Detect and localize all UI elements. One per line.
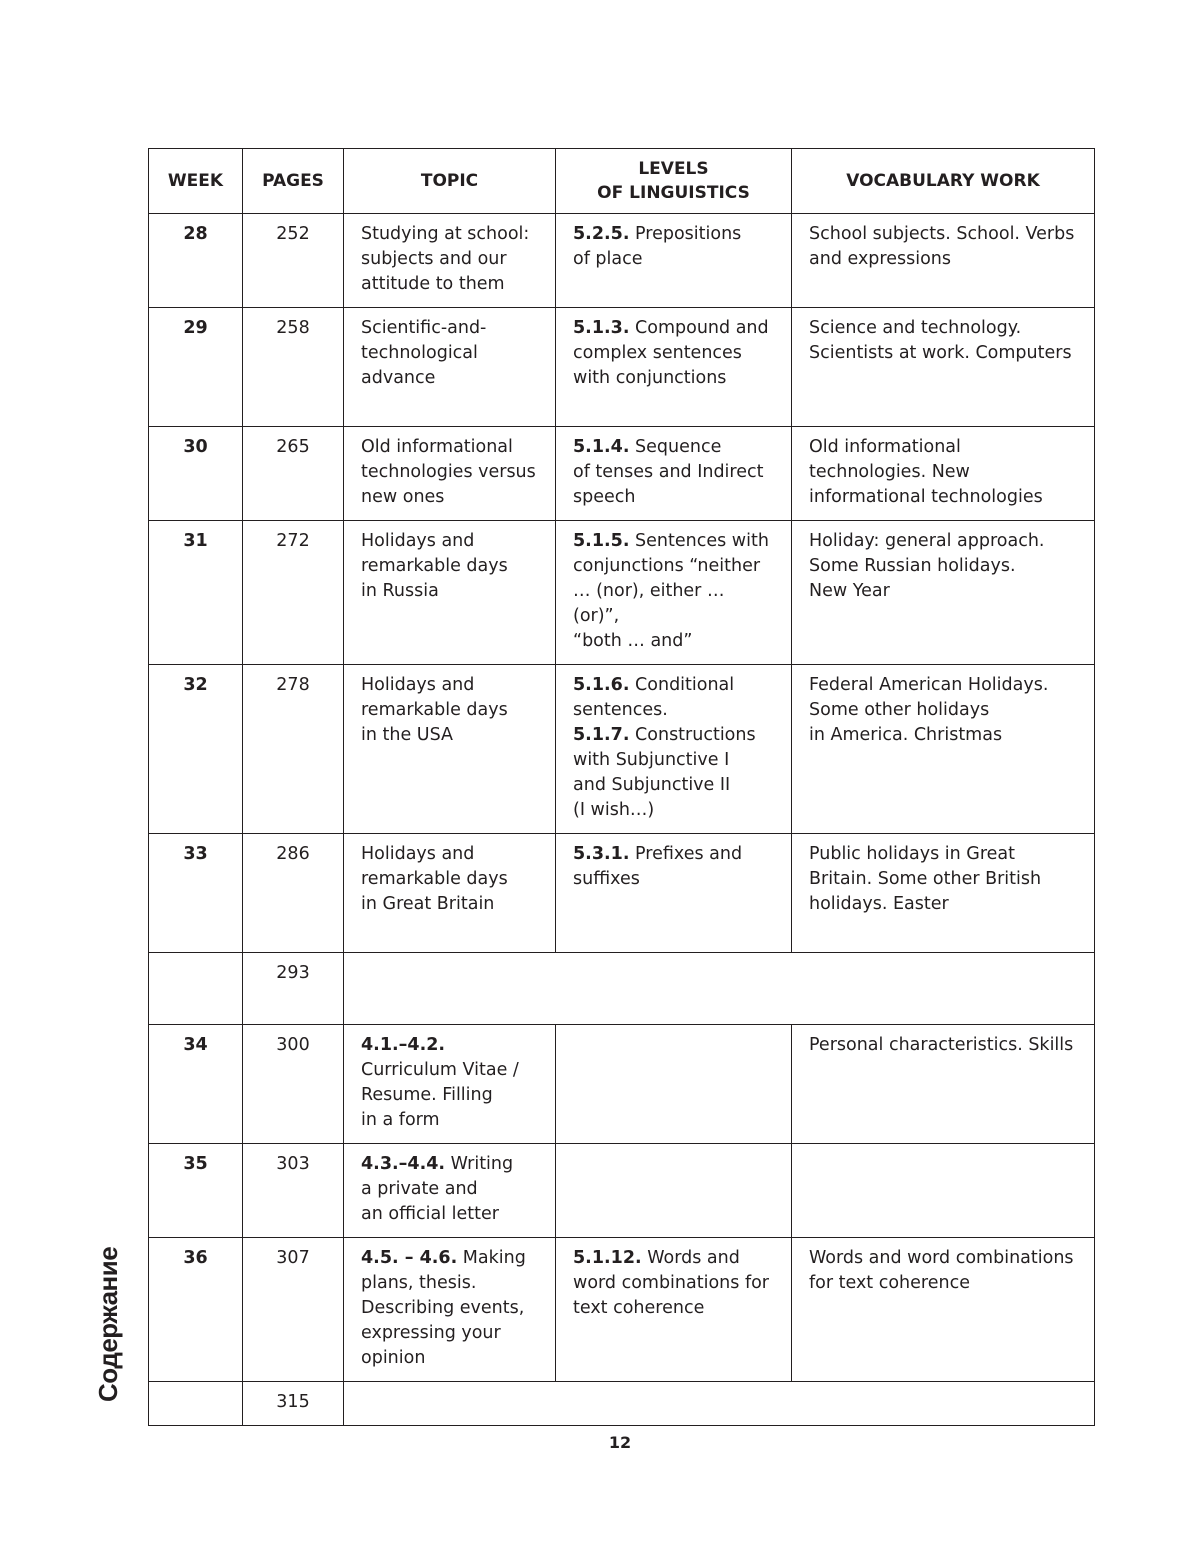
header-levels-line2: OF LINGUISTICS [597,183,750,203]
levels-line: Prefixes and [629,844,743,864]
topic-line: subjects and our [361,249,507,269]
levels-section-number: 5.1.6. [573,675,630,695]
header-topic: TOPIC [344,149,556,214]
levels-line: text coherence [573,1298,705,1318]
levels-line: suffixes [573,869,640,889]
levels-section-number: 5.1.12. [573,1248,642,1268]
pages-cell: 272 [243,521,344,665]
merged-empty-cell [344,1382,1095,1426]
topic-cell [344,427,556,521]
levels-line: and Subjunctive II [573,775,731,795]
vocabulary-line: Public holidays in Great [809,844,1015,864]
vocabulary-cell [792,308,1095,427]
week-cell [149,953,243,1025]
week-cell: 29 [149,308,243,427]
levels-line: (I wish…) [573,800,655,820]
vocabulary-line: Old informational [809,437,961,457]
pages-cell: 307 [243,1238,344,1382]
topic-cell [344,214,556,308]
side-section-label: Содержание [93,1246,123,1402]
vocabulary-cell [792,1144,1095,1238]
topic-line: Studying at school: [361,224,530,244]
vocabulary-line: Some Russian holidays. [809,556,1016,576]
levels-line: of place [573,249,643,269]
table-row [149,1382,1095,1426]
topic-line: Resume. Filling [361,1085,493,1105]
topic-line: Scientific-and- [361,318,487,338]
levels-line: of tenses and Indirect [573,462,764,482]
contents-table [148,148,1095,1426]
week-cell: 30 [149,427,243,521]
vocabulary-line: informational technologies [809,487,1043,507]
topic-line: Holidays and [361,844,475,864]
vocabulary-cell [792,521,1095,665]
table-row [149,1025,1095,1144]
header-levels-line1: LEVELS [638,159,709,179]
pages-cell: 286 [243,834,344,953]
pages-cell: 300 [243,1025,344,1144]
levels-line: sentences. [573,700,668,720]
topic-line: Holidays and [361,675,475,695]
page-number: 12 [608,1433,632,1452]
topic-line: Curriculum Vitae / [361,1060,519,1080]
vocabulary-line: Science and technology. [809,318,1022,338]
vocabulary-line: Scientists at work. Computers [809,343,1072,363]
levels-cell [556,214,792,308]
levels-line: Compound and [629,318,769,338]
topic-line: remarkable days [361,869,508,889]
topic-cell [344,521,556,665]
levels-section-number: 5.2.5. [573,224,630,244]
merged-empty-cell [344,953,1095,1025]
levels-cell [556,834,792,953]
topic-line: Making [457,1248,526,1268]
vocabulary-line: Britain. Some other British [809,869,1042,889]
topic-cell [344,308,556,427]
table-row [149,953,1095,1025]
week-cell: 35 [149,1144,243,1238]
table-row [149,521,1095,665]
levels-section-number: 5.1.5. [573,531,630,551]
levels-section-number: 5.1.3. [573,318,630,338]
levels-line: complex sentences [573,343,742,363]
table-row [149,665,1095,834]
levels-cell [556,521,792,665]
vocabulary-cell [792,1238,1095,1382]
week-cell: 28 [149,214,243,308]
topic-line: in a form [361,1110,440,1130]
vocabulary-line: Holiday: general approach. [809,531,1045,551]
levels-cell [556,308,792,427]
week-cell: 36 [149,1238,243,1382]
topic-line: plans, thesis. [361,1273,477,1293]
pages-cell: 303 [243,1144,344,1238]
levels-section-number: 5.1.4. [573,437,630,457]
topic-line: remarkable days [361,556,508,576]
levels-line: word combinations for [573,1273,770,1293]
topic-line: Writing [445,1154,514,1174]
vocabulary-line: Personal characteristics. Skills [809,1035,1074,1055]
vocabulary-cell [792,665,1095,834]
pages-cell: 315 [243,1382,344,1426]
table-row [149,308,1095,427]
topic-cell [344,1144,556,1238]
topic-line: opinion [361,1348,426,1368]
pages-cell: 258 [243,308,344,427]
levels-line: Constructions [629,725,756,745]
topic-line: attitude to them [361,274,505,294]
pages-cell: 293 [243,953,344,1025]
levels-cell [556,427,792,521]
table-body [149,214,1095,1426]
topic-line: expressing your [361,1323,501,1343]
vocabulary-cell [792,214,1095,308]
topic-line: Describing events, [361,1298,525,1318]
levels-line: “both … and” [573,631,693,651]
topic-cell [344,665,556,834]
levels-line: … (nor), either … (or)”, [573,581,725,626]
topic-cell [344,1238,556,1382]
topic-line: remarkable days [361,700,508,720]
topic-line: an official letter [361,1204,499,1224]
vocabulary-line: holidays. Easter [809,894,949,914]
vocabulary-line: New Year [809,581,890,601]
topic-line: in Great Britain [361,894,495,914]
topic-line: new ones [361,487,445,507]
levels-line: Sequence [629,437,722,457]
vocabulary-cell [792,1025,1095,1144]
header-pages: PAGES [243,149,344,214]
week-cell: 32 [149,665,243,834]
topic-line: technologies versus [361,462,536,482]
header-row [149,149,1095,214]
levels-line: Sentences with [629,531,769,551]
vocabulary-cell [792,834,1095,953]
topic-section-number: 4.3.–4.4. [361,1154,446,1174]
vocabulary-cell [792,427,1095,521]
header-levels [556,149,792,214]
header-vocabulary: VOCABULARY WORK [792,149,1095,214]
levels-section-number: 5.3.1. [573,844,630,864]
table-row [149,214,1095,308]
levels-cell [556,1144,792,1238]
levels-section-number: 5.1.7. [573,725,630,745]
topic-cell [344,834,556,953]
vocabulary-line: technologies. New [809,462,970,482]
table-row [149,427,1095,521]
topic-cell [344,1025,556,1144]
vocabulary-line: Some other holidays [809,700,990,720]
levels-cell [556,1238,792,1382]
levels-line: conjunctions “neither [573,556,761,576]
levels-line: Conditional [629,675,735,695]
levels-line: with Subjunctive I [573,750,730,770]
topic-line: Holidays and [361,531,475,551]
table-row [149,1144,1095,1238]
topic-line: advance [361,368,436,388]
table-row [149,834,1095,953]
topic-section-number: 4.1.–4.2. [361,1035,446,1055]
levels-cell [556,665,792,834]
week-cell: 34 [149,1025,243,1144]
vocabulary-line: Words and word combinations [809,1248,1074,1268]
topic-line: technological [361,343,478,363]
pages-cell: 278 [243,665,344,834]
table-row [149,1238,1095,1382]
vocabulary-line: for text coherence [809,1273,970,1293]
vocabulary-line: Federal American Holidays. [809,675,1049,695]
levels-line: with conjunctions [573,368,727,388]
pages-cell: 252 [243,214,344,308]
topic-section-number: 4.5. – 4.6. [361,1248,458,1268]
topic-line: in Russia [361,581,439,601]
levels-line: speech [573,487,636,507]
vocabulary-line: and expressions [809,249,951,269]
vocabulary-line: School subjects. School. Verbs [809,224,1075,244]
topic-line: a private and [361,1179,478,1199]
header-week: WEEK [149,149,243,214]
week-cell [149,1382,243,1426]
levels-line: Prepositions [629,224,742,244]
week-cell: 31 [149,521,243,665]
pages-cell: 265 [243,427,344,521]
vocabulary-line: in America. Christmas [809,725,1003,745]
week-cell: 33 [149,834,243,953]
topic-line: Old informational [361,437,513,457]
topic-line: in the USA [361,725,454,745]
levels-cell [556,1025,792,1144]
levels-line: Words and [641,1248,740,1268]
